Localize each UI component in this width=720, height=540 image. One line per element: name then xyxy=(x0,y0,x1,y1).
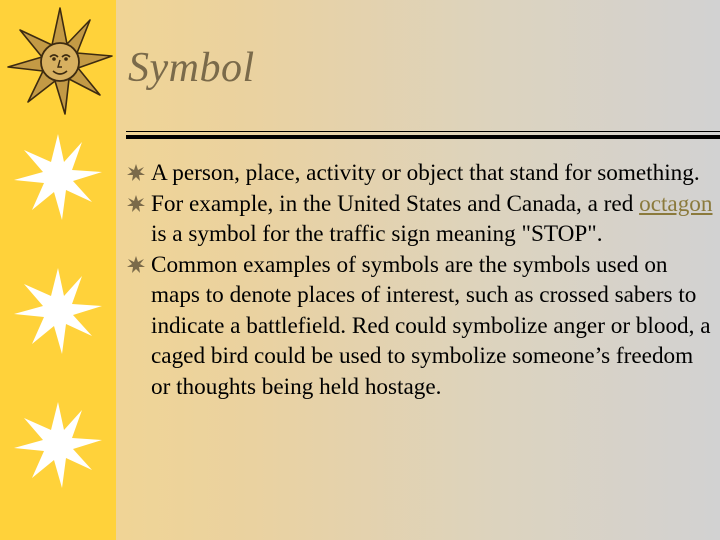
bullet-item xyxy=(124,189,714,250)
bullet-text-before-link: For example, in the United States and Canada, a red xyxy=(151,190,640,217)
page-title: Symbol xyxy=(128,45,255,91)
bullet-text: Common examples of symbols are the symbols used on maps to denote places of interest, such as crossed sabers to indicate a battlefield. Red could symbolize anger or blood, a caged bird could be used to symbolize someone’s freedom or thoughts being held hostage. xyxy=(151,251,711,400)
bullet-item xyxy=(124,250,714,403)
asterisk-bullet-icon xyxy=(126,163,146,183)
title-divider-thick xyxy=(126,135,720,139)
sun-face-icon xyxy=(4,6,116,118)
asterisk-bullet-icon xyxy=(126,255,146,275)
octagon-link[interactable]: octagon xyxy=(639,190,713,217)
bullet-text: A person, place, activity or object that stand for something. xyxy=(151,160,700,186)
bullet-list xyxy=(124,158,714,402)
asterisk-bullet-icon xyxy=(126,194,146,214)
title-divider-thin xyxy=(126,131,720,132)
sun-icon xyxy=(10,396,106,492)
sun-icon xyxy=(10,128,106,224)
sun-icon xyxy=(10,262,106,358)
bullet-item xyxy=(124,158,714,189)
bullet-text-after-link: is a symbol for the traffic sign meaning "STOP". xyxy=(151,221,603,247)
